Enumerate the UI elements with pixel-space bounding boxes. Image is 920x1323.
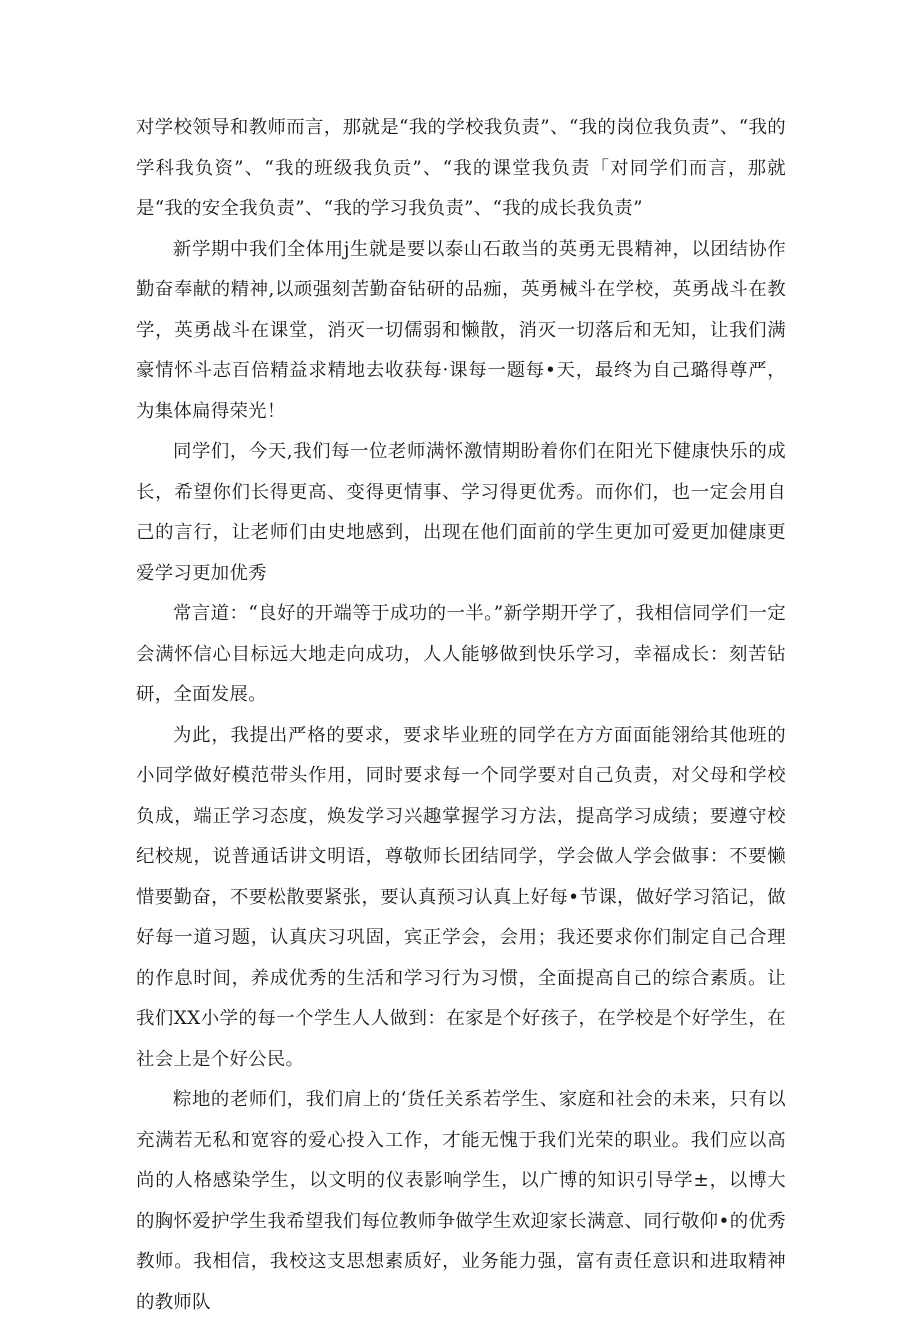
paragraph-6: 粽地的老师们，我们肩上的‘货任关系若学生、家庭和社会的未来，只有以充满若无私和宽容的爱心投入工作，才能无愧于我们光荣的职业。我们应以高尚的人格感染学生，以文明的仪表影响学生，以广博的知识引导学±，以博大的胸怀爱护学生我希望我们每位教师争做学生欢迎家长满意、同行敬仰•的优秀教师。我相信，我校这支思想素质好，业务能力强，富有责任意识和进取精神的教师队 <box>136 1089 786 1313</box>
paragraph-2: 新学期中我们全体用j生就是要以泰山石敢当的英勇无畏精神，以团结协作勤奋奉献的精神,以顽强刻苦勤奋钻研的品痂，英勇械斗在学校，英勇战斗在教学，英勇战斗在课堂，消灭一切儒弱和懒散，消灭一切落后和无知，让我们满豪情怀斗志百倍精益求精地去收获每·课每一题每•天，最终为自己璐得尊严，为集体扁得荣光！ <box>136 238 786 422</box>
paragraph-5: 为此，我提出严格的要求，要求毕业班的同学在方方面面能翎给其他班的小同学做好模范带头作用，同时要求每一个同学要对自己负责，对父母和学校负成，端正学习态度，焕发学习兴趣掌握学习方法，提高学习成绩；要遵守校纪校规，说普通话讲文明语，尊敬师长团结同学，学会做人学会做事：不要懒惜要勤奋，不要松散要紧张，要认真预习认真上好每•节课，做好学习箔记，做好每一道习题，认真庆习巩固，宾正学会，会用；我还要求你们制定自己合理的作息时间，养成优秀的生活和学习行为习惯，全面提高自己的综合素质。让我们XX小学的每一个学生人人做到：在家是个好孩子，在学校是个好学生，在社会上是个好公民。 <box>136 724 786 1070</box>
paragraph-3: 同学们，今天,我们每一位老师满怀激情期盼着你们在阳光下健康快乐的成长，希望你们长得更高、变得更情事、学习得更优秀。而你们，也一定会用自己的言行，让老师们由史地感到，出现在他们面前的学生更加可爱更加健康更爱学习更加优秀 <box>136 441 786 584</box>
paragraph-4: 常言道：“良好的开端等于成功的一半。”新学期开学了，我相信同学们一定会满怀信心目标远大地走向成功，人人能够做到快乐学习，幸福成长：刻苦钻研，全面发展。 <box>136 603 786 705</box>
paragraph-1: 对学校领导和教师而言，那就是“我的学校我负责”、“我的岗位我负责”、“我的学科我负资”、“我的班级我负贡”、“我的课堂我负责「对同学们而言，那就是“我的安全我负责”、“我的学习我负责”、“我的成长我负责” <box>136 117 786 219</box>
document-body <box>136 108 786 1323</box>
